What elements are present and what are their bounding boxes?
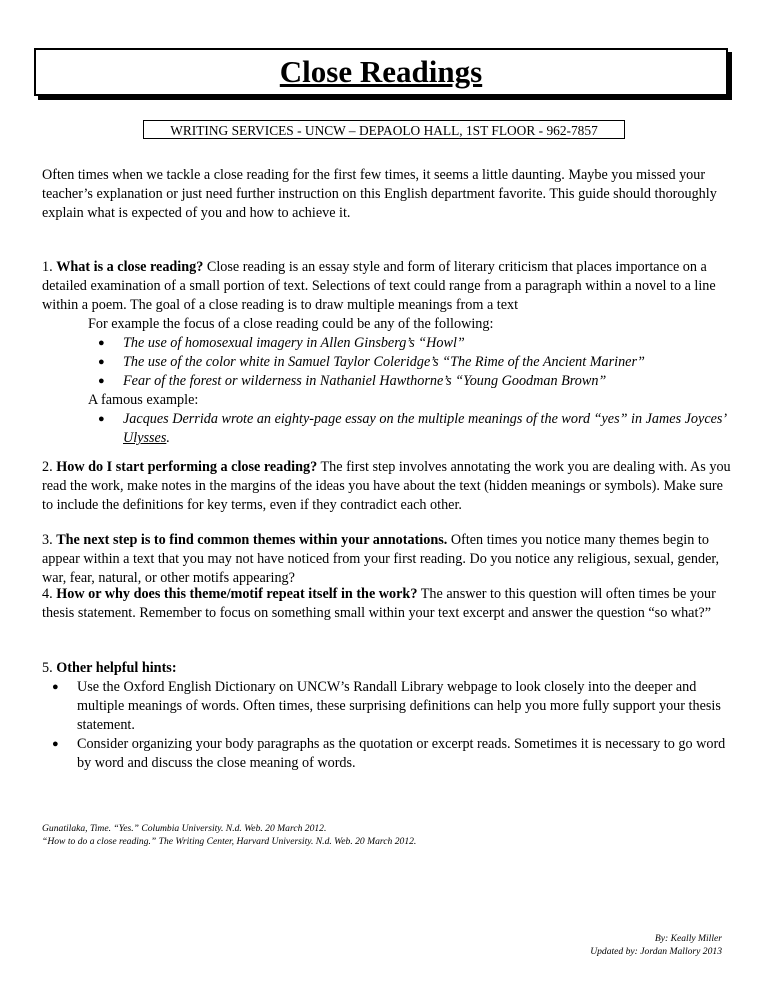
section-5-heading-line: 5. Other helpful hints: — [42, 660, 177, 676]
title-box — [34, 48, 728, 96]
bullet-icon: ● — [98, 356, 105, 368]
page-title: Close Readings — [279, 54, 483, 89]
bullet-icon: ● — [98, 413, 105, 425]
section-4-paragraph: 4. How or why does this theme/motif repeat itself in the work? The answer to this question will often times be your thesis statement. Remember to focus on something small within your text excerpt and answer the question “so what?” — [42, 586, 716, 621]
section-1-number: 1. — [42, 259, 57, 275]
bullet-icon: ● — [98, 375, 105, 387]
list-item: ● Use the Oxford English Dictionary on UNCW’s Randall Library webpage to look closely into the deeper and multiple meanings of words. Often times, these surprising definitions can help you more fully support your thesis statement. — [52, 679, 721, 733]
example-list — [98, 334, 723, 391]
bullet-icon: ● — [52, 738, 59, 750]
section-1-text: Close reading is an essay style and form of literary criticism that places importance on a detailed examination of a small portion of text. Selections of text could range from a paragraph within a novel to a line within a poem. The goal of a close reading is to draw multiple meanings from a text — [42, 259, 716, 313]
book-title: Ulysses — [123, 430, 167, 446]
hints-list — [52, 678, 729, 773]
citation: “How to do a close reading.” The Writing Center, Harvard University. N.d. Web. 20 March 2012. — [42, 836, 417, 847]
list-item: ● The use of the color white in Samuel Taylor Coleridge’s “The Rime of the Ancient Mariner” — [98, 354, 645, 370]
focus-label: For example the focus of a close reading could be any of the following: — [88, 316, 494, 332]
list-item: ● Consider organizing your body paragraphs as the quotation or excerpt reads. Sometimes it is necessary to go word by word and discuss the close meaning of words. — [52, 736, 726, 771]
section-4-heading: How or why does this theme/motif repeat itself in the work? — [56, 586, 418, 602]
list-item: ● The use of homosexual imagery in Allen Ginsberg’s “Howl” — [98, 335, 465, 351]
list-item: ● Fear of the forest or wilderness in Nathaniel Hawthorne’s “Young Goodman Brown” — [98, 373, 607, 389]
section-1-heading: What is a close reading? — [56, 259, 204, 275]
bullet-icon: ● — [98, 337, 105, 349]
list-item: ● Jacques Derrida wrote an eighty-page essay on the multiple meanings of the word “yes” in James Joyces’ Ulysses. — [98, 411, 726, 446]
famous-label: A famous example: — [88, 392, 199, 408]
bullet-icon: ● — [52, 681, 59, 693]
section-2-heading: How do I start performing a close reading? — [56, 459, 318, 475]
citation: Gunatilaka, Time. “Yes.” Columbia University. N.d. Web. 20 March 2012. — [42, 823, 327, 834]
subtitle-banner: WRITING SERVICES - UNCW – DEPAOLO HALL, 1ST FLOOR - 962-7857 — [143, 120, 625, 139]
section-3-paragraph: 3. The next step is to find common themes within your annotations. Often times you notice many themes begin to appear within a text that you may not have noticed from your first reading. Do you notice any religious, sexual, gender, war, fear, natural, or other motifs appearing? — [42, 532, 720, 586]
section-1-paragraph — [42, 258, 732, 315]
updated-byline: Updated by: Jordan Mallory 2013 — [590, 946, 722, 957]
famous-example-list — [98, 410, 733, 448]
section-5-heading: Other helpful hints: — [56, 660, 177, 676]
section-3-heading: The next step is to find common themes within your annotations. — [56, 532, 448, 548]
section-2-paragraph: 2. How do I start performing a close reading? The first step involves annotating the work you are dealing with. As you read the work, make notes in the margins of the ideas you have about the text (hidden meanings or symbols). Make sure to include the definitions for key terms, even if they contradict each other. — [42, 459, 731, 513]
intro-paragraph: Often times when we tackle a close reading for the first few times, it seems a little daunting. Maybe you missed your teacher’s explanation or just need further instruction on this English department favorite. This guide should thoroughly explain what is expected of you and how to achieve it. — [42, 167, 717, 221]
byline: By: Keally Miller — [654, 933, 722, 944]
